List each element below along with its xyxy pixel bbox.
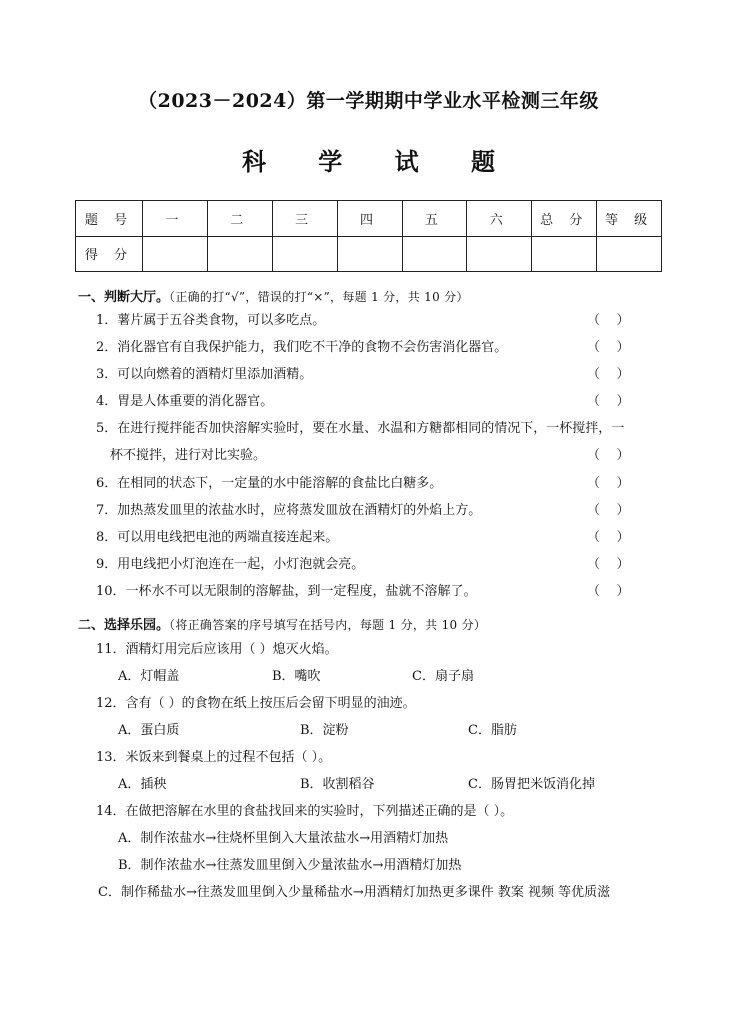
score-input-2[interactable] [207,236,272,272]
score-input-4[interactable] [337,236,402,272]
section1-heading [78,286,469,305]
choice-q13-option-a: A．插秧 [118,777,167,792]
choice-q12-option-b: B．淀粉 [300,723,349,738]
choice-q14-option-a: A．制作浓盐水→往烧杯里倒入大量浓盐水→用酒精灯加热 [118,831,449,846]
score-cell-label: 题 号 [76,201,143,237]
score-table-header-row [76,201,662,237]
judge-item-7: 7．加热蒸发皿里的浓盐水时，应将蒸发皿放在酒精灯的外焰上方。 [96,503,482,518]
judge-item-9: 9．用电线把小灯泡连在一起，小灯泡就会亮。 [96,557,365,572]
score-table-score-row [76,236,662,272]
score-input-5[interactable] [402,236,467,272]
score-input-grade[interactable] [597,236,662,272]
section2-title: 二、选择乐园。 [78,618,170,633]
judge-item-5: 5．在进行搅拌能否加快溶解实验时，要在水量、水温和方糖都相同的情况下，一杯搅拌，一 [96,421,625,436]
answer-paren-2[interactable]: （ ） [587,340,630,355]
score-table [75,200,662,272]
choice-q14-option-b: B．制作浓盐水→往蒸发皿里倒入少量浓盐水→用酒精灯加热 [118,858,462,873]
choice-q11-option-a: A．灯帽盖 [118,669,180,684]
judge-item-10: 10．一杯水不可以无限制的溶解盐，到一定程度，盐就不溶解了。 [96,584,477,599]
score-input-1[interactable] [143,236,208,272]
choice-q11-option-c: C．扇子扇 [412,669,474,684]
choice-q12-option-c: C．脂肪 [468,723,517,738]
score-cell-grade: 等 级 [597,201,662,237]
judge-item-2: 2．消化器官有自我保护能力，我们吃不干净的食物不会伤害消化器官。 [96,340,508,355]
section2-note: （将正确答案的序号填写在括号内，每题 1 分，共 10 分） [169,618,487,632]
judge-item-8: 8．可以用电线把电池的两端直接连起来。 [96,530,339,545]
choice-q13-option-c: C．肠胃把米饭消化掉 [468,777,595,792]
judge-item-5-cont: 杯不搅拌，进行对比实验。 [110,448,267,463]
score-cell-3: 三 [272,201,337,237]
answer-paren-4[interactable]: （ ） [587,394,630,409]
choice-q11-option-b: B．嘴吹 [272,669,321,684]
answer-paren-10[interactable]: （ ） [587,584,630,599]
score-cell-1: 一 [143,201,208,237]
choice-q13-option-b: B．收割稻谷 [300,777,375,792]
judge-item-3: 3．可以向燃着的酒精灯里添加酒精。 [96,367,313,382]
answer-paren-7[interactable]: （ ） [587,503,630,518]
answer-paren-8[interactable]: （ ） [587,530,630,545]
score-row-label: 得 分 [76,236,143,272]
answer-paren-1[interactable]: （ ） [587,313,630,328]
judge-item-6: 6．在相同的状态下，一定量的水中能溶解的食盐比白糖多。 [96,476,443,491]
score-cell-6: 六 [467,201,532,237]
section1-note: （正确的打“√”，错误的打“×”，每题 1 分，共 10 分） [169,290,469,304]
score-cell-2: 二 [207,201,272,237]
subject-title: 科 学 试 题 [241,147,518,176]
choice-q13-stem: 13．米饭来到餐桌上的过程不包括（ ）。 [96,750,332,765]
judge-item-1: 1．薯片属于五谷类食物，可以多吃点。 [96,313,326,328]
choice-q11-stem: 11．酒精灯用完后应该用（ ）熄灭火焰。 [96,642,338,657]
answer-paren-9[interactable]: （ ） [587,557,630,572]
choice-q14-option-c: C．制作稀盐水→往蒸发皿里倒入少量稀盐水→用酒精灯加热更多课件 教案 视频 等优质滋 [98,885,611,900]
score-cell-4: 四 [337,201,402,237]
score-input-3[interactable] [272,236,337,272]
score-cell-total: 总 分 [532,201,597,237]
choice-q14-stem: 14．在做把溶解在水里的食盐找回来的实验时，下列描述正确的是（ ）。 [96,804,514,819]
judge-item-4: 4．胃是人体重要的消化器官。 [96,394,274,409]
score-input-6[interactable] [467,236,532,272]
answer-paren-5[interactable]: （ ） [587,448,630,463]
exam-header-title: （2023－2024）第一学期期中学业水平检测三年级 [138,90,599,112]
choice-q12-stem: 12．含有（ ）的食物在纸上按压后会留下明显的油迹。 [96,696,416,711]
score-cell-5: 五 [402,201,467,237]
score-input-total[interactable] [532,236,597,272]
section2-heading [78,614,486,633]
choice-q12-option-a: A．蛋白质 [118,723,180,738]
section1-title: 一、判断大厅。 [78,290,170,305]
answer-paren-3[interactable]: （ ） [587,367,630,382]
answer-paren-6[interactable]: （ ） [587,476,630,491]
